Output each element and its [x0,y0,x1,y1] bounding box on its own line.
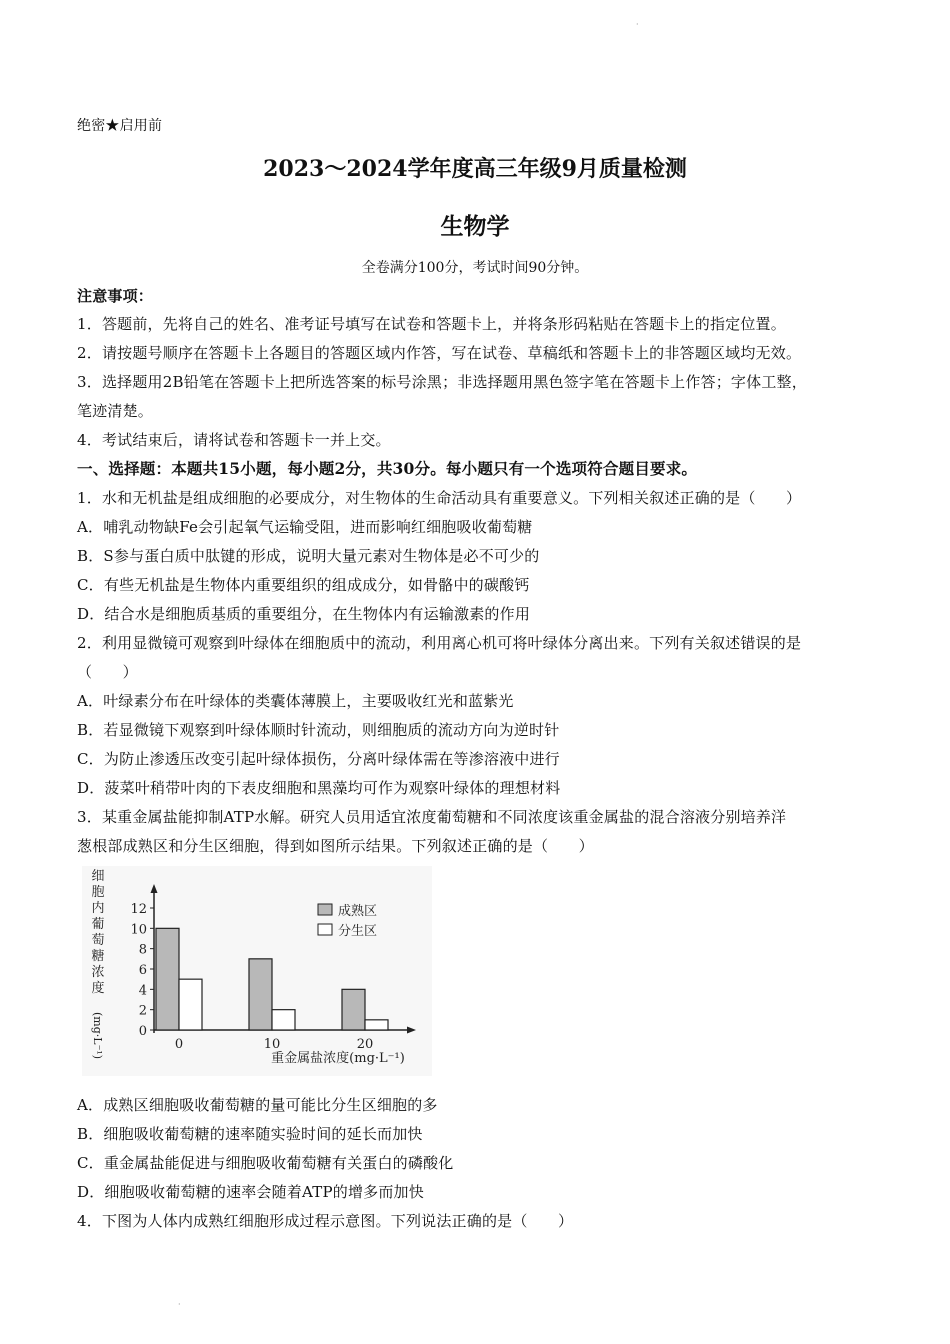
chart-legend-label: 分生区 [338,924,378,939]
chart-ylabel-char: 浓 [91,965,105,980]
q3-stem-cont: 葱根部成熟区和分生区细胞，得到如图所示结果。下列叙述正确的是（ ） [77,837,594,855]
exam-title: 2023～2024学年度高三年级9月质量检测 [263,156,687,182]
chart-bar-mature-zone [342,989,365,1030]
chart-y-tick-label: 6 [138,963,147,978]
chart-bar-mature-zone [156,928,179,1030]
chart-y-tick-label: 8 [138,942,147,958]
notice-line-4: 4．考试结束后，请将试卷和答题卡一并上交。 [77,431,391,449]
chart-ylabel-char: 内 [91,901,105,916]
q2-stem: 2．利用显微镜可观察到叶绿体在细胞质中的流动，利用离心机可将叶绿体分离出来。下列有关叙述错误的是 [77,634,802,652]
q2-option-b: B．若显微镜下观察到叶绿体顺时针流动，则细胞质的流动方向为逆时针 [77,721,560,739]
q3-option-c: C．重金属盐能促进与细胞吸收葡萄糖有关蛋白的磷酸化 [77,1154,454,1172]
chart-y-tick-label: 10 [130,922,147,938]
chart-ylabel-char: 萄 [91,933,105,948]
chart-y-tick-label: 0 [138,1024,147,1039]
notice-line-3-cont: 笔迹清楚。 [77,402,154,420]
q4-stem: 4．下图为人体内成熟红细胞形成过程示意图。下列说法正确的是（ ） [77,1212,574,1230]
chart-bar-meristem-zone [179,979,202,1030]
chart-bar-meristem-zone [365,1020,388,1030]
chart-y-tick-label: 12 [130,902,147,917]
chart-ylabel [91,869,105,1059]
q3-option-d: D．细胞吸收葡萄糖的速率会随着ATP的增多而加快 [77,1183,424,1201]
q1-option-b: B．S参与蛋白质中肽键的形成，说明大量元素对生物体是必不可少的 [77,547,540,565]
chart-ylabel-char: 度 [91,981,105,996]
notice-line-2: 2．请按题号顺序在答题卡上各题目的答题区域内作答，写在试卷、草稿纸和答题卡上的非答题区域均无效。 [77,344,802,362]
chart-bar-meristem-zone [272,1010,295,1030]
chart-x-tick-label: 20 [356,1037,374,1052]
chart-y-tick-label: 4 [138,983,147,999]
section-1-title: 一、选择题：本题共15小题，每小题2分，共30分。每小题只有一个选项符合题目要求。 [77,459,698,478]
chart-ylabel-char: 糖 [91,949,105,964]
chart-y-tick-label: 2 [138,1003,147,1019]
q3-option-a: A．成熟区细胞吸收葡萄糖的量可能比分生区细胞的多 [77,1096,438,1114]
q3-option-b: B．细胞吸收葡萄糖的速率随实验时间的延长而加快 [77,1125,423,1143]
q1-stem: 1．水和无机盐是组成细胞的必要成分，对生物体的生命活动具有重要意义。下列相关叙述正确的是（ ） [77,489,802,507]
chart-x-tick-label: 10 [263,1037,281,1052]
chart-ylabel-char: 葡 [91,917,105,932]
q3-bar-chart [82,866,432,1076]
q3-stem: 3．某重金属盐能抑制ATP水解。研究人员用适宜浓度葡萄糖和不同浓度该重金属盐的混合溶液分别培养洋 [77,808,787,826]
q1-option-d: D．结合水是细胞质基质的重要组分，在生物体内有运输激素的作用 [77,605,531,623]
exam-page: · 绝密★启用前 2023～2024学年度高三年级9月质量检测 生物学 全卷满分100分，考试时间90分钟。 注意事项： 1．答题前，先将自己的姓名、准考证号填写在试卷和答题卡上，并将条形码粘贴在答题卡上的指定位置。 2．请按题号顺序在答题卡上各题目的答题区域内作答，写在试卷、草稿纸和答题卡上的非答题区域均无效。 3．选择题用2B铅笔在答题卡上把所选答案的标号涂黑；非选择题用黑色签字笔在答题卡上作答；字体工整， 笔迹清楚。 4．考试结束后，请将试卷和答题卡一并上交。 一、选择题：本题共15小题，每小题2分，共30分。每小题只有一个选项符合题目要求。 1．水和无机盐是组成细胞的必要成分，对生物体的生命活动具有重要意义。下列相关叙述正确的是（ ） A．哺乳动物缺Fe会引起氧气运输受阻，进而影响红细胞吸收葡萄糖 B．S参与蛋白质中肽键的形成，说明大量元素对生物体是必不可少的 C．有些无机盐是生物体内重要组织的组成成分，如骨骼中的碳酸钙 D．结合水是细胞质基质的重要组分，在生物体内有运输激素的作用 2．利用显微镜可观察到叶绿体在细胞质中的流动，利用离心机可将叶绿体分离出来。下列有关叙述错误的是 （ ） A．叶绿素分布在叶绿体的类囊体薄膜上，主要吸收红光和蓝紫光 B．若显微镜下观察到叶绿体顺时针流动，则细胞质的流动方向为逆时针 C．为防止渗透压改变引起叶绿体损伤，分离叶绿体需在等渗溶液中进行 D．菠菜叶稍带叶肉的下表皮细胞和黑藻均可作为观察叶绿体的理想材料 3．某重金属盐能抑制ATP水解。研究人员用适宜浓度葡萄糖和不同浓度该重金属盐的混合溶液分别培养洋 葱根部成熟区和分生区细胞，得到如图所示结果。下列叙述正确的是（ ） 细 胞 内 葡 萄 糖 浓 度 (mg·L⁻¹) 0 2 4 6 8 10 12 0 10 20 成熟区 分生区 重金属盐浓度(mg·L⁻¹) A．成熟区细胞吸收葡萄糖的量可能比分生区细胞的多 B．细胞吸收葡萄糖的速率随实验时间的延长而加快 C．重金属盐能促进与细胞吸收葡萄糖有关蛋白的磷酸化 D．细胞吸收葡萄糖的速率会随着ATP的增多而加快 4．下图为人体内成熟红细胞形成过程示意图。下列说法正确的是（ ） · [0,0,950,1344]
secret-mark: 绝密★启用前 [77,118,163,134]
chart-ylabel-char: 细 [91,869,105,884]
q1-option-a: A．哺乳动物缺Fe会引起氧气运输受阻，进而影响红细胞吸收葡萄糖 [77,518,533,536]
score-info: 全卷满分100分，考试时间90分钟。 [361,260,589,276]
q2-option-a: A．叶绿素分布在叶绿体的类囊体薄膜上，主要吸收红光和蓝紫光 [77,692,514,710]
chart-ylabel-unit: (mg·L⁻¹) [91,1012,104,1060]
chart-legend-swatch [318,904,332,915]
notice-line-1: 1．答题前，先将自己的姓名、准考证号填写在试卷和答题卡上，并将条形码粘贴在答题卡上的指定位置。 [77,315,786,333]
chart-ylabel-char: 胞 [91,885,105,900]
q2-option-d: D．菠菜叶稍带叶肉的下表皮细胞和黑藻均可作为观察叶绿体的理想材料 [77,779,561,797]
chart-xlabel: 重金属盐浓度(mg·L⁻¹) [271,1051,405,1066]
notice-line-3: 3．选择题用2B铅笔在答题卡上把所选答案的标号涂黑；非选择题用黑色签字笔在答题卡上作答；字体工整， [77,373,807,391]
chart-legend-swatch [318,924,332,935]
q2-stem-cont: （ ） [77,663,138,681]
chart-bar-mature-zone [249,959,272,1030]
q2-option-c: C．为防止渗透压改变引起叶绿体损伤，分离叶绿体需在等渗溶液中进行 [77,750,560,768]
chart-x-tick-label: 0 [174,1037,184,1052]
subject-title: 生物学 [440,213,510,240]
q1-option-c: C．有些无机盐是生物体内重要组织的组成成分，如骨骼中的碳酸钙 [77,576,530,594]
notice-title: 注意事项： [77,287,154,305]
chart-legend-label: 成熟区 [338,904,378,919]
